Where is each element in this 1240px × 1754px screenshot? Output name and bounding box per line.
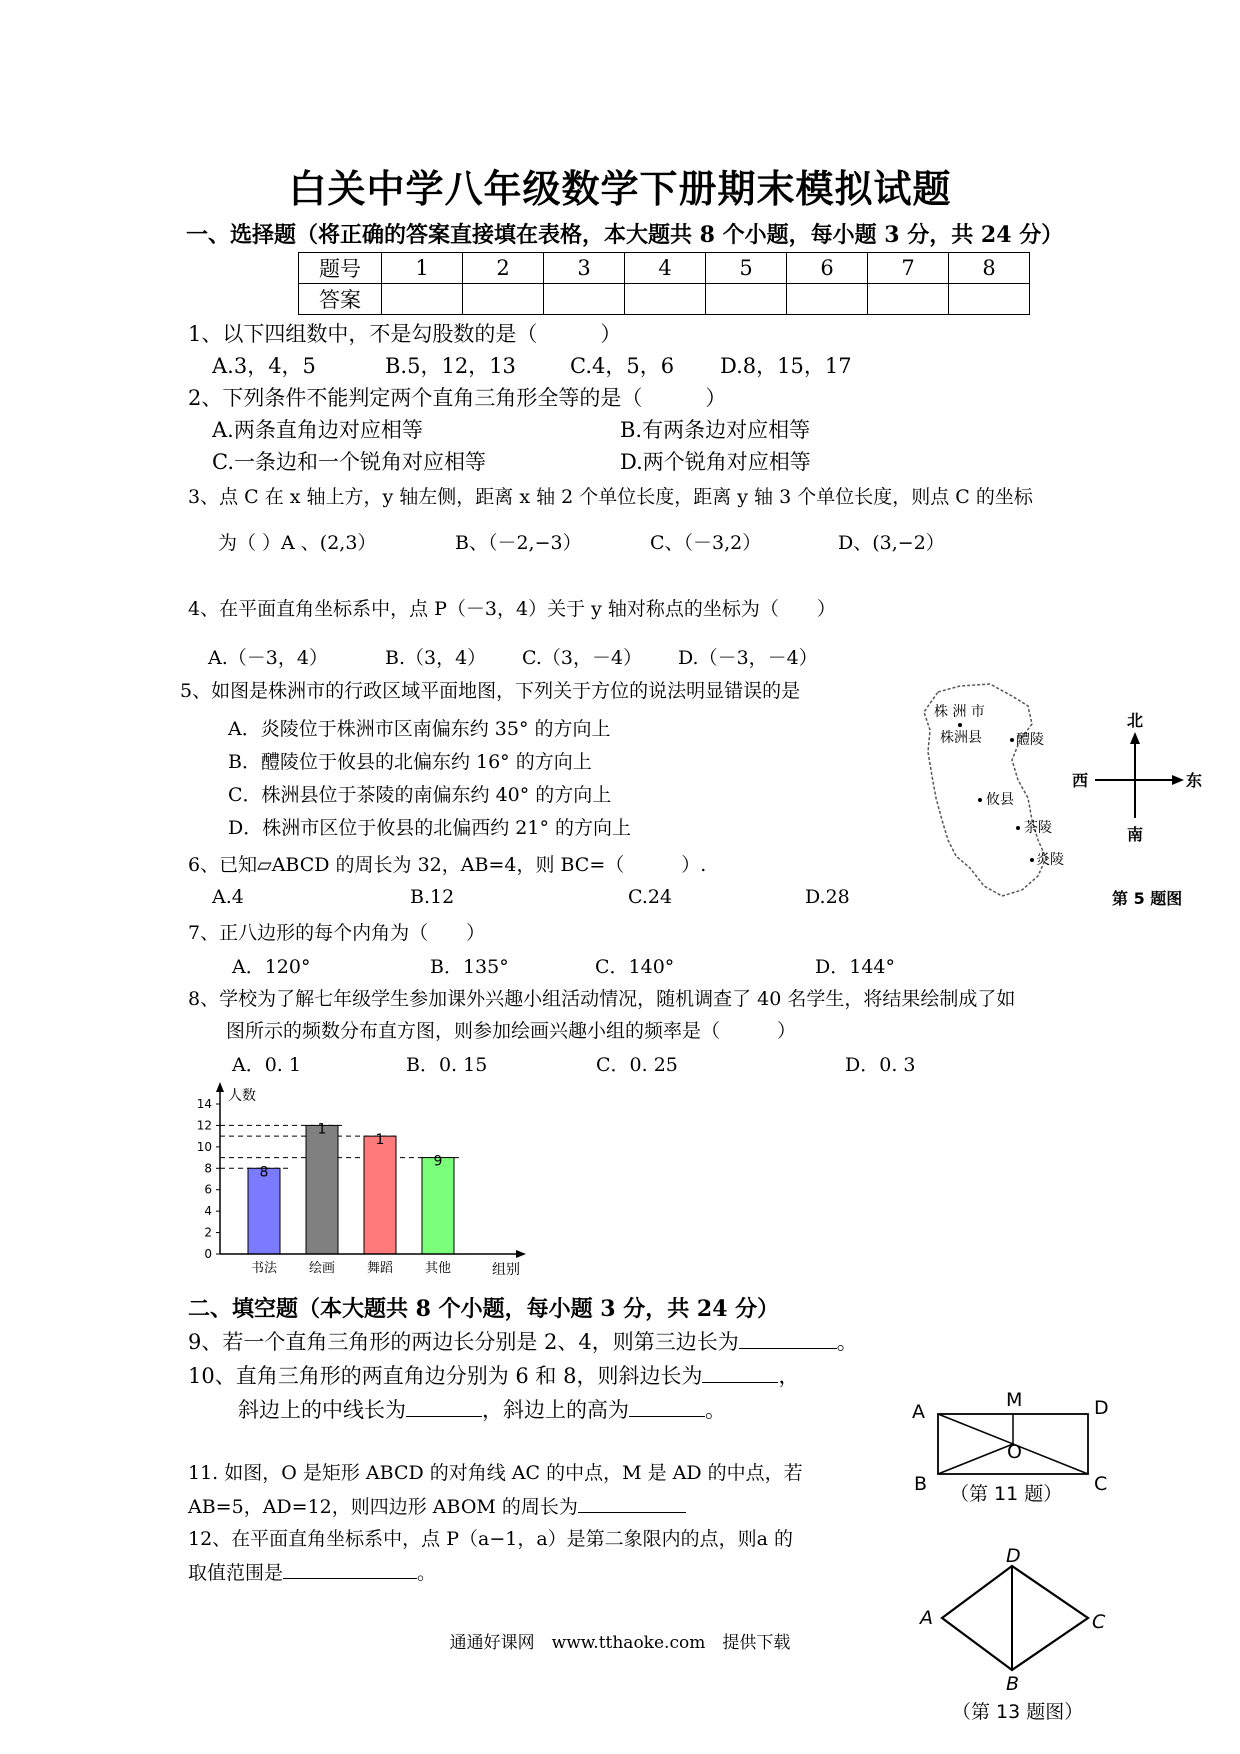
question-10-end: 。 [705, 1398, 726, 1422]
point-label-c: C [1092, 1611, 1106, 1633]
chart-category-label: 其他 [424, 1261, 452, 1276]
map-label-zhuzhou-county: 株洲县 [940, 730, 982, 746]
point-label-a: A [912, 1401, 925, 1423]
question-1-option-d: D.8，15，17 [720, 354, 852, 378]
chart-category-label: 绘画 [308, 1261, 336, 1276]
question-12-text: 取值范围是 [188, 1562, 284, 1584]
chart-data-label: 1 [317, 1121, 327, 1138]
question-10-median-label: 斜边上的中线长为 [238, 1398, 406, 1422]
question-7-option-c: C．140° [595, 956, 675, 978]
point-label-b: B [914, 1473, 928, 1495]
chart-bar [248, 1168, 280, 1254]
question-10-median-blank[interactable] [406, 1396, 482, 1417]
question-9 [188, 1326, 858, 1356]
answer-cell[interactable] [787, 284, 868, 315]
answer-table-number-row [299, 253, 1030, 284]
question-7-text: 7、正八边形的每个内角为（ ） [188, 922, 486, 944]
answer-table-number: 4 [625, 253, 706, 284]
question-3-option-d: D、(3,−2） [838, 532, 945, 554]
answer-table [298, 252, 1030, 315]
question-6-option-a: A.4 [212, 886, 244, 908]
question-3-text: 3、点 C 在 x 轴上方，y 轴左侧，距离 x 轴 2 个单位长度，距离 y 轴 3 个单位长度，则点 C 的坐标 [188, 486, 1033, 508]
question-2-text: 2、下列条件不能判定两个直角三角形全等的是（ ） [188, 386, 727, 410]
chart-y-tick-label: 0 [204, 1247, 212, 1261]
rhombus-abcd [942, 1566, 1088, 1670]
question-1-text: 1、以下四组数中，不是勾股数的是（ ） [188, 322, 622, 346]
chart-data-label: 8 [259, 1164, 269, 1181]
question-10-hypotenuse-blank[interactable] [702, 1362, 778, 1383]
question-2-option-d: D.两个锐角对应相等 [620, 450, 811, 474]
compass-west-label: 西 [1072, 771, 1089, 790]
question-9-text: 9、若一个直角三角形的两边长分别是 2、4，则第三边长为 [188, 1330, 739, 1354]
answer-table-number-label: 题号 [299, 253, 382, 284]
answer-cell[interactable] [868, 284, 949, 315]
question-2-option-c: C.一条边和一个锐角对应相等 [212, 450, 486, 474]
chart-y-tick-label: 2 [204, 1225, 212, 1240]
question-10-sep: ， [778, 1364, 800, 1388]
map-label-liling: 醴陵 [1016, 732, 1044, 748]
chart-category-label: 舞蹈 [366, 1261, 394, 1276]
answer-table-number: 3 [544, 253, 625, 284]
answer-table-number: 5 [706, 253, 787, 284]
question-10-line2 [238, 1394, 726, 1424]
map-label-chaling: 茶陵 [1024, 820, 1052, 836]
chart-y-tick-label: 6 [204, 1182, 212, 1197]
chart-bar [364, 1136, 396, 1254]
question-12-line2 [188, 1558, 436, 1585]
question-8-line2: 图所示的频数分布直方图，则参加绘画兴趣小组的频率是（ ） [226, 1020, 797, 1042]
chart-x-arrow [516, 1250, 526, 1258]
answer-cell[interactable] [706, 284, 787, 315]
question-6-option-d: D.28 [805, 886, 850, 908]
answer-cell[interactable] [463, 284, 544, 315]
point-label-a: A [920, 1607, 933, 1629]
compass-south-label: 南 [1127, 825, 1144, 844]
compass-north-label: 北 [1127, 711, 1144, 730]
chart-y-tick-label: 12 [196, 1118, 212, 1133]
question-5-option-b: B．醴陵位于攸县的北偏东约 16° 的方向上 [228, 751, 592, 773]
map-label-yanling: 炎陵 [1036, 852, 1064, 868]
question-4-text: 4、在平面直角坐标系中，点 P（－3，4）关于 y 轴对称点的坐标为（ ） [188, 598, 836, 620]
question-7-option-a: A．120° [232, 956, 311, 978]
point-label-b: B [1006, 1673, 1020, 1695]
answer-table-number: 2 [463, 253, 544, 284]
question-5-option-d: D．株洲市区位于攸县的北偏西约 21° 的方向上 [228, 817, 631, 839]
map-label-youxian: 攸县 [986, 792, 1014, 808]
section2-heading: 二、填空题（本大题共 8 个小题，每小题 3 分，共 24 分） [188, 1296, 780, 1322]
chart-y-tick-label: 8 [204, 1161, 212, 1176]
activity-bar-chart [190, 1082, 540, 1282]
question-7-option-b: B．135° [430, 956, 509, 978]
point-label-d: D [1006, 1548, 1021, 1567]
question-2-option-a: A.两条直角边对应相等 [212, 418, 423, 442]
answer-cell[interactable] [382, 284, 463, 315]
question-10-line1 [188, 1360, 799, 1390]
question-8-option-d: D．0. 3 [845, 1054, 916, 1076]
point-label-m: M [1006, 1389, 1023, 1411]
question-10-text: 10、直角三角形的两直角边分别为 6 和 8，则斜边长为 [188, 1364, 703, 1388]
question-12-blank[interactable] [283, 1558, 417, 1579]
map-caption: 第 5 题图 [1112, 889, 1183, 908]
question-6-text: 6、已知▱ABCD 的周长为 32，AB=4，则 BC=（ ）. [188, 854, 707, 876]
question-1-option-c: C.4，5，6 [570, 354, 675, 378]
question-3-option-b: B、（－2,−3） [455, 532, 582, 554]
chart-data-label: 1 [375, 1132, 385, 1149]
question-8-text: 8、学校为了解七年级学生参加课外兴趣小组活动情况，随机调查了 40 名学生，将结果绘制成了如 [188, 988, 1016, 1010]
question-8-option-a: A．0. 1 [232, 1054, 301, 1076]
question-9-end: 。 [836, 1330, 858, 1354]
chart-y-arrow [216, 1082, 224, 1092]
question-10-height-label: ，斜边上的高为 [482, 1398, 629, 1422]
compass-north-arrow [1130, 732, 1140, 744]
question-3-line2: 为（ ）A 、(2,3） [218, 532, 377, 554]
question-8-option-c: C．0. 25 [596, 1054, 678, 1076]
answer-table-answer-label: 答案 [299, 284, 382, 315]
question-11-blank[interactable] [578, 1492, 686, 1513]
compass-east-arrow [1172, 775, 1184, 785]
rectangle-abcd-figure [908, 1388, 1128, 1512]
chart-y-tick-label: 14 [196, 1097, 212, 1111]
point-label-o: O [1007, 1441, 1022, 1463]
point-label-d: D [1094, 1397, 1109, 1419]
question-5-option-c: C．株洲县位于茶陵的南偏东约 40° 的方向上 [228, 784, 612, 806]
question-8-option-b: B．0. 15 [406, 1054, 488, 1076]
question-12-line1: 12、在平面直角坐标系中，点 P（a−1，a）是第二象限内的点，则a 的 [188, 1528, 794, 1550]
chart-category-label: 书法 [250, 1261, 278, 1276]
question-4-option-a: A.（－3，4） [208, 647, 328, 669]
question-5-text: 5、如图是株洲市的行政区域平面地图，下列关于方位的说法明显错误的是 [180, 680, 801, 702]
question-11-line2 [188, 1492, 686, 1519]
question-5-option-a: A．炎陵位于株洲市区南偏东约 35° 的方向上 [228, 718, 611, 740]
map-label-zhuzhou-city: 株 洲 市 [934, 704, 985, 720]
answer-table-number: 1 [382, 253, 463, 284]
chart-data-label: 9 [433, 1153, 443, 1170]
question-10-height-blank[interactable] [629, 1396, 705, 1417]
question-4-option-b: B.（3，4） [385, 647, 487, 669]
answer-table-answer-row [299, 284, 1030, 315]
chart-y-tick-label: 10 [196, 1139, 212, 1154]
question-11-line1: 11. 如图，O 是矩形 ABCD 的对角线 AC 的中点，M 是 AD 的中点，若 [188, 1462, 803, 1484]
chart-bar [422, 1158, 454, 1254]
question-1-option-a: A.3，4，5 [212, 354, 316, 378]
answer-table-number: 8 [949, 253, 1030, 284]
question-6-option-b: B.12 [410, 886, 455, 908]
section1-heading: 一、选择题（将正确的答案直接填在表格，本大题共 8 个小题，每小题 3 分，共 24 分） [186, 222, 1064, 248]
answer-cell[interactable] [544, 284, 625, 315]
zhuzhou-map-figure [920, 680, 1220, 920]
answer-table-number: 7 [868, 253, 949, 284]
chart-xlabel: 组别 [492, 1262, 520, 1278]
question-7-option-d: D．144° [815, 956, 895, 978]
chart-ylabel: 人数 [228, 1088, 256, 1104]
chart-bars [248, 1121, 454, 1254]
question-6-option-c: C.24 [628, 886, 673, 908]
answer-cell[interactable] [625, 284, 706, 315]
chart-y-tick-label: 4 [204, 1204, 212, 1219]
answer-table-number: 6 [787, 253, 868, 284]
segment-bo [938, 1444, 1013, 1474]
question-4-option-d: D.（－3，－4） [678, 647, 818, 669]
question-3-option-c: C、（－3,2） [650, 532, 762, 554]
answer-cell[interactable] [949, 284, 1030, 315]
page-title: 白关中学八年级数学下册期末模拟试题 [288, 166, 952, 211]
chart-axes [197, 1082, 526, 1276]
compass-east-label: 东 [1186, 771, 1203, 790]
question-2-option-b: B.有两条边对应相等 [620, 418, 811, 442]
question-12-end: 。 [417, 1562, 437, 1584]
figure-13-caption: （第 13 题图） [952, 1701, 1084, 1723]
question-1-option-b: B.5，12，13 [385, 354, 516, 378]
point-label-c: C [1094, 1473, 1108, 1495]
figure-11-caption: （第 11 题） [950, 1483, 1063, 1505]
question-4-option-c: C.（3，－4） [522, 647, 643, 669]
page-footer: 通通好课网 www.tthaoke.com 提供下载 [449, 1633, 791, 1653]
question-9-blank[interactable] [739, 1328, 837, 1349]
question-11-text: AB=5，AD=12，则四边形 ABOM 的周长为 [188, 1496, 578, 1518]
chart-bar [306, 1125, 338, 1254]
